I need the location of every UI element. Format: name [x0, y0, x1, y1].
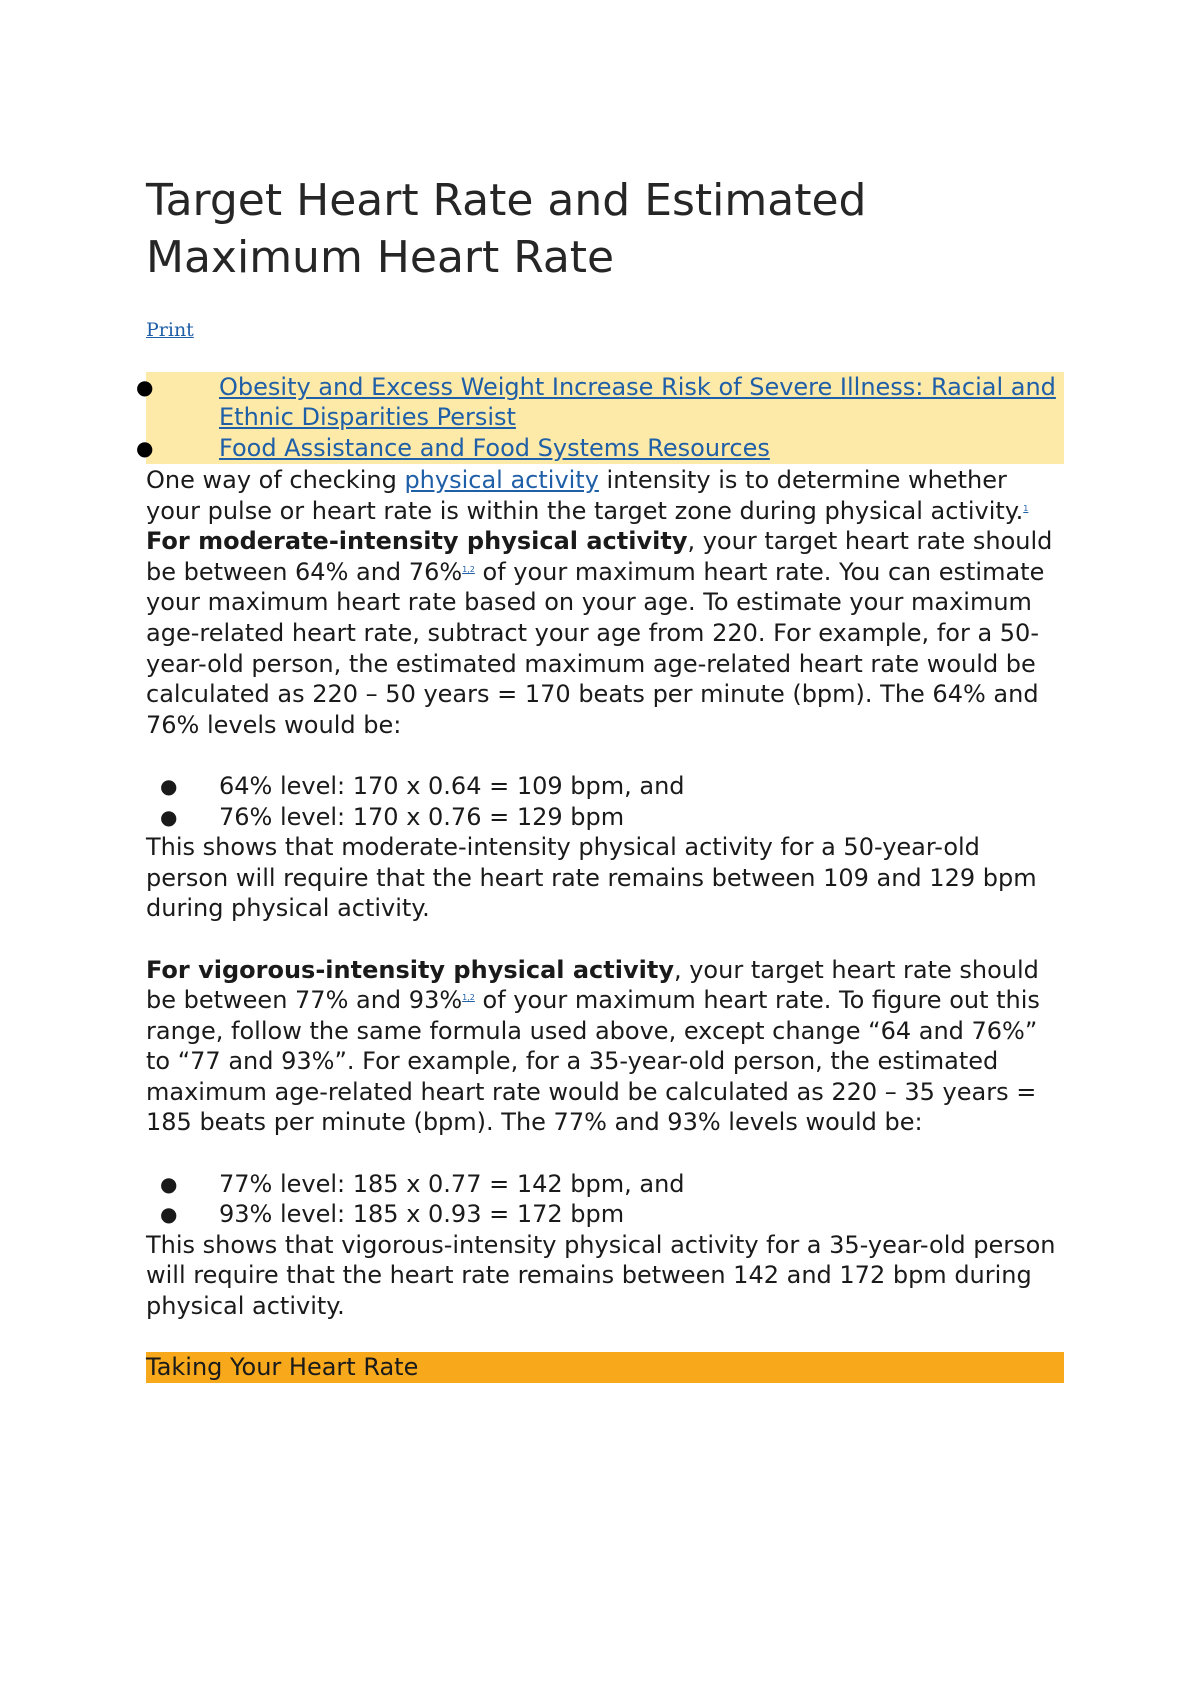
vigorous-heading: For vigorous-intensity physical activity: [146, 955, 674, 984]
list-item-text: 77% level: 185 x 0.77 = 142 bpm, and: [219, 1169, 685, 1198]
moderate-levels-list: [146, 771, 1064, 832]
bullet-icon: ●: [160, 773, 178, 798]
page-title: Target Heart Rate and Estimated Maximum Heart Rate: [146, 175, 867, 283]
list-item-text: 64% level: 170 x 0.64 = 109 bpm, and: [219, 771, 685, 800]
related-link-obesity[interactable]: Obesity and Excess Weight Increase Risk of Severe Illness: Racial and Ethnic Disparities Persist: [219, 373, 1056, 431]
moderate-text-continued: of your maximum heart rate. You can estimate your maximum heart rate based on your age. To estimate your maximum age-related heart rate, subtract your age from 220. For example, for a 50-year-old person, the estimated maximum age-related heart rate would be calculated as 220 – 50 years = 170 beats per minute (bpm). The 64% and 76% levels would be:: [146, 557, 1045, 739]
bullet-icon: ●: [160, 1171, 178, 1196]
moderate-summary: This shows that moderate-intensity physical activity for a 50-year-old person will require that the heart rate remains between 109 and 129 bpm during physical activity.: [146, 833, 1037, 923]
physical-activity-link[interactable]: physical activity: [404, 466, 599, 494]
moderate-paragraph: [146, 526, 1064, 740]
vigorous-summary: This shows that vigorous-intensity physical activity for a 35-year-old person will require that the heart rate remains between 142 and 172 bpm during physical activity.: [146, 1230, 1056, 1321]
vigorous-levels-list: [146, 1169, 1064, 1230]
related-link-item: [136, 372, 1064, 432]
intro-text-continued: intensity is to determine whether your pulse or heart rate is within the target zone during physical activity.: [146, 466, 1024, 525]
list-item: [146, 1169, 1064, 1200]
vigorous-text: , your target heart rate should be between 77% and 93%: [146, 955, 1039, 1015]
related-link-item: [136, 433, 1064, 463]
intro-text: One way of checking: [146, 466, 405, 494]
bullet-icon: ●: [160, 804, 178, 829]
bullet-icon: ●: [136, 375, 154, 399]
list-item: [146, 802, 1064, 833]
bullet-icon: ●: [136, 436, 154, 460]
related-links-list: [136, 372, 1064, 464]
reference-link[interactable]: 1: [1023, 503, 1029, 513]
intro-paragraph: [146, 465, 1064, 526]
list-item-text: 76% level: 170 x 0.76 = 129 bpm: [219, 802, 625, 831]
vigorous-text-continued: of your maximum heart rate. To figure out this range, follow the same formula used above, except change “64 and 76%” to “77 and 93%”. For example, for a 35-year-old person, the estimated maximum age-related heart rate would be calculated as 220 – 35 years = 185 beats per minute (bpm). The 77% and 93% levels would be:: [146, 986, 1040, 1137]
reference-link[interactable]: 1,2: [462, 564, 475, 574]
related-link-food-assistance[interactable]: Food Assistance and Food Systems Resources: [219, 434, 770, 462]
list-item: [146, 1199, 1064, 1230]
moderate-heading: For moderate-intensity physical activity: [146, 527, 688, 556]
moderate-text: , your target heart rate should be between 64% and 76%: [146, 527, 1053, 586]
list-item: [146, 771, 1064, 802]
section-heading: Taking Your Heart Rate: [146, 1352, 1064, 1383]
reference-link[interactable]: 1,2: [462, 993, 475, 1003]
print-link[interactable]: Print: [146, 319, 194, 341]
list-item-text: 93% level: 185 x 0.93 = 172 bpm: [219, 1200, 625, 1229]
article-body: [146, 465, 1064, 1383]
bullet-icon: ●: [160, 1202, 178, 1227]
vigorous-paragraph: [146, 955, 1064, 1139]
